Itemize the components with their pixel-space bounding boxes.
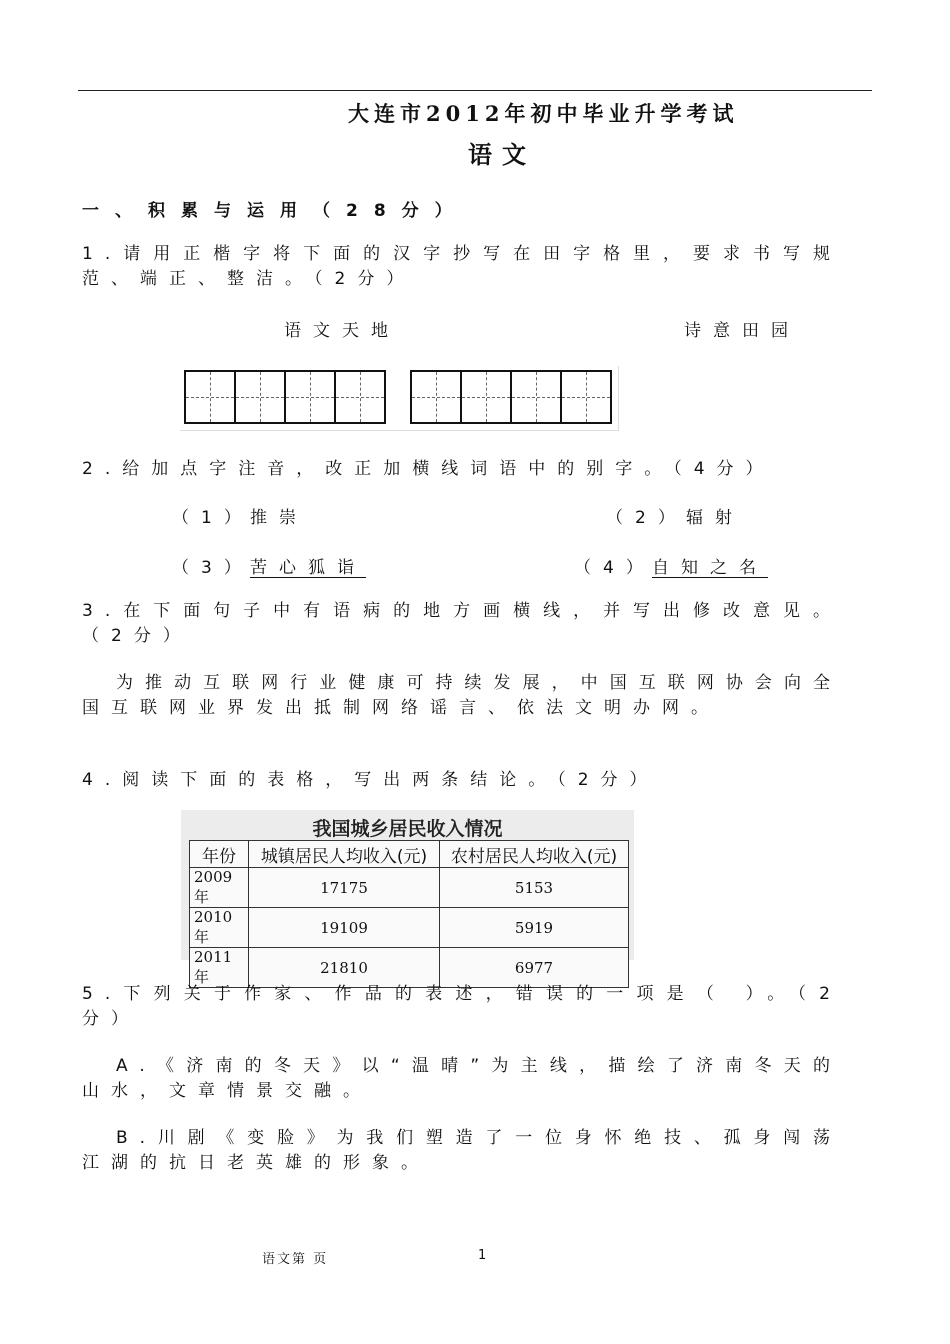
question-5-text: 5.下列关于作家、作品的表述，错误的一项是（ ）。（2分）: [82, 984, 842, 1029]
exam-subject: 语文: [468, 140, 536, 169]
tianzige-cell[interactable]: [410, 370, 462, 424]
page-number: 1: [478, 1248, 489, 1263]
tianzige-cell[interactable]: [334, 370, 386, 424]
table-cell-rural: 5153: [440, 868, 629, 908]
table-cell-rural: 5919: [440, 908, 629, 948]
tianzige-grid-left: [186, 370, 386, 424]
question-3-text: 3.在下面句子中有语病的地方画横线，并写出修改意见。（2分）: [82, 601, 842, 646]
q1-phrase-left: 语文天地: [284, 321, 400, 341]
q2-item3-number: （3）: [172, 558, 253, 578]
tianzige-cell[interactable]: [284, 370, 336, 424]
q2-item3-word: 苦心狐诣: [250, 558, 366, 578]
income-table: [189, 840, 629, 988]
q2-item1-number: （1）: [172, 508, 253, 528]
exam-title: 大连市2012年初中毕业升学考试: [348, 101, 739, 126]
table-cell-urban: 17175: [249, 868, 440, 908]
table-cell-year: 2010年: [190, 908, 249, 948]
q2-item1-word: 推崇: [250, 508, 308, 528]
tianzige-cell[interactable]: [460, 370, 512, 424]
question-5-option-b: B.川剧《变脸》为我们塑造了一位身怀绝技、孤身闯荡江湖的抗日老英雄的形象。: [82, 1128, 842, 1173]
q2-item2-number: （2）: [606, 508, 687, 528]
question-3-sentence: 为推动互联网行业健康可持续发展，中国互联网协会向全国互联网业界发出抵制网络谣言、依法文明办网。: [82, 673, 842, 718]
q1-phrase-right: 诗意田园: [684, 321, 800, 341]
table-row: [190, 868, 629, 908]
tianzige-grid-right: [412, 370, 612, 424]
table-cell-year: 2009年: [190, 868, 249, 908]
question-4-text: 4.阅读下面的表格，写出两条结论。（2分）: [82, 770, 659, 790]
tianzige-grid-area: [180, 366, 619, 431]
tianzige-cell[interactable]: [234, 370, 286, 424]
section-heading: 一、积累与运用（28分）: [82, 201, 468, 221]
q2-item4-number: （4）: [574, 558, 655, 578]
header-rule: [78, 90, 872, 91]
footer-label: 语文第 页: [262, 1252, 329, 1267]
table-header-row: [190, 841, 629, 868]
question-1-text: 1.请用正楷字将下面的汉字抄写在田字格里，要求书写规范、端正、整洁。（2分）: [82, 244, 842, 289]
question-5-option-a: A.《济南的冬天》以“温晴”为主线，描绘了济南冬天的山水，文章情景交融。: [82, 1056, 842, 1101]
table-header-cell: 年份: [190, 841, 249, 868]
tianzige-cell[interactable]: [510, 370, 562, 424]
table-header-cell: 农村居民人均收入(元): [440, 841, 629, 868]
table-header-cell: 城镇居民人均收入(元): [249, 841, 440, 868]
tianzige-cell[interactable]: [560, 370, 612, 424]
income-table-title: 我国城乡居民收入情况: [312, 818, 503, 840]
q2-item4-word: 自知之名: [652, 558, 768, 578]
table-cell-rural: 6977: [440, 948, 629, 988]
tianzige-cell[interactable]: [184, 370, 236, 424]
table-cell-urban: 21810: [249, 948, 440, 988]
question-2-text: 2.给加点字注音，改正加横线词语中的别字。（4分）: [82, 459, 775, 479]
table-row: [190, 908, 629, 948]
q2-item2-word: 辐射: [686, 508, 744, 528]
table-cell-urban: 19109: [249, 908, 440, 948]
income-table-figure: [181, 810, 634, 986]
table-cell-year: 2011年: [190, 948, 249, 988]
